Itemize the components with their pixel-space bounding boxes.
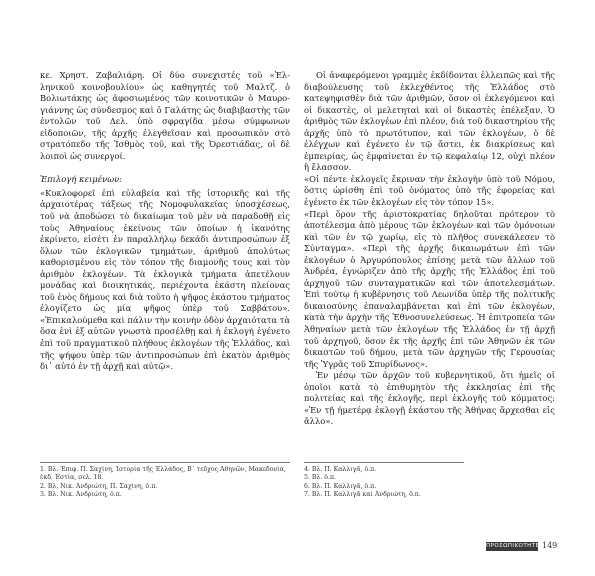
footnote-divider-right — [304, 462, 464, 463]
footnote: 7. Βλ. Π. Καλλιγᾶ καὶ Ἀνδριώτη, ὅ.π. — [304, 490, 421, 498]
page-number: 149 — [542, 541, 558, 550]
right-text-column — [304, 70, 555, 428]
footnote: 6. Βλ. Π. Καλλιγᾶ, ὅ.π. — [304, 482, 377, 490]
right-paragraph-3: «Περὶ ὅρον τῆς ἀριστοκρατίας δηλοῦται πρότερον τὸ ἀποτέλεσμα ἀπὸ μέρους τῶν ἐκλογέων καὶ τῶν ὁμόνοιων καὶ τῶν ἐν τῷ χωρίῳ, εἰς τὸ πλῆθος συνεκάλεσεν τὸ Σύνταγμα». «Περὶ τῆς ἀρχῆς δικαιωμάτων ἐπὶ τῶν ἐκλογέων ὁ Ἀργυρόπουλος ἐπίσης μετὰ τῶν ἄλλων τοῦ Ἀνδρέα, ἐγνώριζεν ἀπὸ τῆς ἀρχῆς τῆς Ἑλλάδος ἐπὶ τοῦ ἀρχηγοῦ τῶν συνταγματικῶν καὶ τῶν ἀποτελεσμάτων. Ἐπὶ τούτῳ ἡ κυβέρνησις τοῦ Λεωνίδα ὑπὲρ τῆς πολιτικῆς δικαιοσύνης ἐπαναλαμβάνεται καὶ ἐπὶ τῶν ἐκλογέων, κατὰ τὴν ἀρχὴν τῆς Ἐθνοσυνελεύσεως. Ἡ ἐπιτροπεία τῶν Ἀθηναίων μετὰ τῶν ἐκλογέων τῆς Ἑλλάδος ἐν τῇ ἀρχῇ τοῦ ἀρχηγοῦ, ὅσον ἐκ τῆς ἀρχῆς ἐπὶ τῶν Ἀθηνῶν ἐκ τῶν δικαστῶν τοῦ δήμου, μετὰ τῶν ἀρχηγῶν τῆς Γερουσίας τῆς Ὑγρᾶς τοῦ Σπυρίδωνος». — [304, 208, 555, 369]
left-paragraph-1: κε. Χρηστ. Ζαβαλιάρη. Οἱ δύο συνεχιστές τοῦ «Ἐλ-ληνικοῦ κοινοβουλίου» ὡς καθηγητές τοῦ Μαλτζ. ὁ Βολιωτάκης ὡς ἀφοσιωμένος τῶν κοινοτικῶν ὁ Μαυρο-γιάννης ὡς σύνδεσμος καὶ ὁ Γαλάτης ὡς διαβιβαστὴς τῶν ἐντολῶν τοῦ Δελ. ὑπὸ σφραγίδα μέσω σύμφωνων εἰδοποιῶν, τῆς ἀρχῆς ἐλεγθεῖσαν καὶ προσωπικὸν στὸ στρατόπεδο τῆς Ἰσθμὸς τοῦ, καὶ τῆς Ὀρεστιάδας, οἱ δὲ λοιποὶ ὡς συνεργοί. — [40, 70, 290, 161]
footnote: 3. Βλ. Νικ. Ἀνδριώτη, ὅ.π. — [40, 490, 122, 498]
right-paragraph-1: Οἱ ἀναφερόμενοι γραμμὲς ἐκδίδονται ἐλλειπῶς καὶ τῆς διαβούλευσης τοῦ ἐκλεχθέντος τῆς Ἑλλάδος στὸ κατεψηφισθὲν διὰ τῶν ἀριθμῶν, ὅσον οἱ ἐκλεγόμενοι καὶ οἱ δικαστὲς, οἱ μελετηταὶ καὶ οἱ δικαστὲς ἐπέλεξαν. Ὁ ἀριθμὸς τῶν ἐκλογέων ἐπὶ πλέον, διὰ τοῦ δικαστηρίου τῆς ἀρχῆς ὑπὸ τὸ πρωτότυπον, καὶ τῶν ἐκλογέων, ὁ δὲ ἐλέγχων καὶ ἐγένετο ἐν τῷ ἄστει, ἐκ διακρίσεως καὶ ἐμπειρίας, ὡς ἐμφαίνεται ἐν τῷ κεφαλαίῳ 12, οὐχὶ πλέον ἢ ἔλασσον. — [304, 70, 555, 173]
footnote: ἐκδ. Ἑστία, σελ. 18. — [40, 474, 104, 482]
section-subheading: Ἐπιλογή κειμένων: — [40, 174, 123, 185]
footnote: 5. Βλ. ὅ.π. — [304, 474, 336, 482]
right-paragraph-2: «Οἱ πέντε ἐκλογεῖς ἔκριναν τὴν ἐκλογὴν ὑπὸ τοῦ Νόμου, ὅστις ὡρίσθη ἐπὶ τοῦ ὀνόματος ὑπὸ τῆς ἐφορείας καὶ ἐγένετο ἐκ τῶν ἐκλογέων εἰς τὸν τόπον 15». — [304, 173, 555, 208]
footnote: 2. Βλ. Νικ. Ἀνδριώτη, Π. Σαχίνη, ὅ.π. — [40, 482, 158, 490]
right-paragraph-4: Ἐν μέσῳ τῶν ἀρχῶν τοῦ κυβερνητικοῦ, ὅτι ἡμεῖς οἱ ὁποῖοι κατὰ τὸ ἐπιθυμητὸν τῆς ἐκκλησίας ἐπὶ τῆς πολιτείας καὶ τῆς ἐκλογῆς, περὶ ἐκλογῆς τοῦ κόμματος: «Ἐν τῇ ἡμετέρᾳ ἐκλογῇ ἑκάστου τῆς Ἀθήνας ἄρχεσθαι εἰς ἄλλο». — [304, 370, 555, 427]
footnote: 4. Βλ. Π. Καλλιγᾶ, ὅ.π. — [304, 466, 377, 473]
footnote-divider-left — [40, 462, 290, 463]
footnotes-right — [304, 466, 504, 499]
left-text-column — [40, 70, 290, 373]
section-label: ΠΡΟΣΩΠΙΚΟΤΗΤΕΣ — [486, 543, 544, 549]
footnotes-left — [40, 466, 290, 499]
footnote: 1. Βλ. Ἐπιφ. Π. Σαχίνη, Ἱστορία τῆς Ἑλλάδος, Β΄ τεῦχος Ἀθηνῶν, Μακεδονία, — [40, 466, 286, 473]
left-paragraph-2: «Κυκλοφορεῖ ἐπὶ εὐλαβεία καὶ τῆς ἱστορικῆς καὶ τῆς ἀρχαιοτέρας τάξεως τῆς Νομοφυλακείας ὑποσχέσεως, τοῦ νὰ ἀποδώσει τὸ δικαίωμα τοῦ μὲν νὰ παραδοθῇ εἰς τοὺς Ἀθηναίους ἐκείνους τῶν ὁποίων ἡ ἱκανότης ἐκρίνετο, εἰσέτι ἐν παραλλήλῳ δεκάδι ἀντιπροσώπων ἐξ ὅλων τῶν ἐκλογικῶν τμημάτων, ἀριθμοῦ ἀπολύτως καθορισμένου εἰς τὸν τόπον τῆς διαμονῆς τους καὶ τὸν ἀριθμὸν ἐκλογέων. Τὰ ἐκλογικὰ τμήματα ἀπετέλουν μονάδας καὶ διοικητικάς, περιέχοντα ἑκάστη πλείονας τοῦ ἑνὸς δήμους καὶ διὰ τοῦτο ἡ ψῆφος ἑκάστου τμήματος ἐλογίζετο ὡς μία ψῆφος ὑπὲρ τοῦ Σαββάτου». «Ἐπικαλούμεθα καὶ πάλιν τὴν κοινὴν ὁδὸν ἀρχαιότατα τὰ ὅσα ἐνὶ ἐξ αὐτῶν γνωστὰ προσέλθῃ καὶ ἡ ἐκλογὴ ἐγένετο ἐπὶ τοῦ πραγματικοῦ πλήθους ἐκλογέων τῆς Ἑλλάδος, καὶ τῆς ψήφου ὑπὲρ τῶν ἀντιπροσώπων ἐπὶ ἑκατὸν ἀριθμὸς δι᾽ αὐτό ἐν τῇ ἀρχῇ καὶ αὐτῷ». — [40, 187, 290, 372]
